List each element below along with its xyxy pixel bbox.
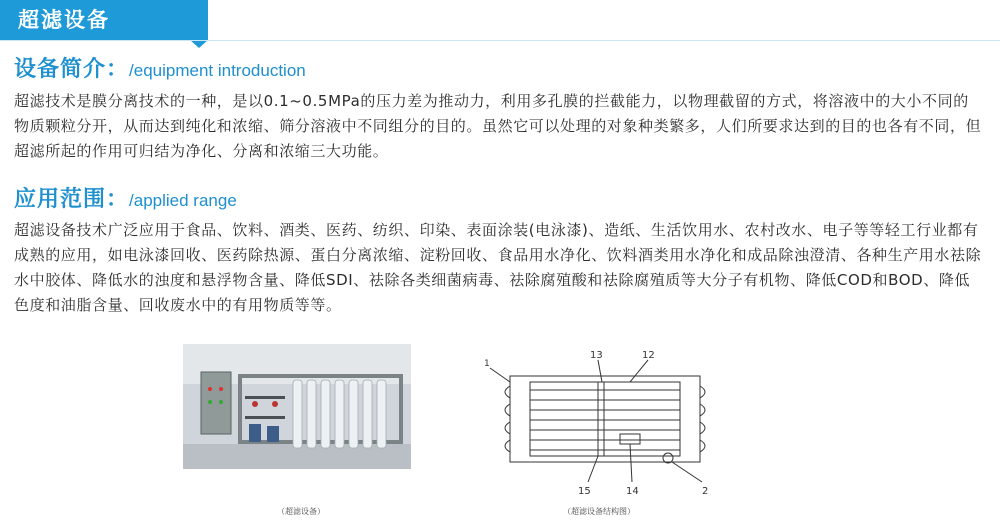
intro-heading-en: /equipment introduction [129,61,306,80]
banner-title: 超滤设备 [18,8,110,32]
structure-diagram [480,342,730,502]
section-banner [0,0,208,40]
diagram-label-12: 12 [642,350,655,361]
intro-heading-zh: 设备简介： [14,57,130,82]
equipment-photo [183,344,411,469]
diagram-label-1: 1 [484,359,490,369]
applications-paragraph: 超滤设备技术广泛应用于食品、饮料、酒类、医药、纺织、印染、表面涂装(电泳漆)、造纸、生活饮用水、农村改水、电子等等轻工行业都有成熟的应用，如电泳漆回收、医药除热源、蛋白分离浓缩、淀粉回收、食品用水净化、饮料酒类用水净化和成品除浊澄清、各种生产用水祛除水中胶体、降低水的浊度和悬浮物含量、降低SDI、祛除各类细菌病毒、祛除腐殖酸和祛除腐殖质等大分子有机物、降低COD和BOD、降低色度和油脂含量、回收废水中的有用物质等等。 [14,221,982,314]
banner-notch [190,40,208,48]
intro-heading [14,52,306,83]
diagram-label-14: 14 [626,486,639,497]
diagram-caption: （超滤设备结构图） [563,507,635,516]
applications-heading-zh: 应用范围： [14,187,130,212]
diagram-label-2: 2 [702,486,709,497]
intro-paragraph: 超滤技术是膜分离技术的一种，是以0.1~0.5MPa的压力差为推动力，利用多孔膜的拦截能力，以物理截留的方式，将溶液中的大小不同的物质颗粒分开，从而达到纯化和浓缩、筛分溶液中不同组分的目的。虽然它可以处理的对象种类繁多，人们所要求达到的目的也各有不同，但超滤所起的作用可归结为净化、分离和浓缩三大功能。 [14,92,982,160]
applications-heading-en: /applied range [129,191,237,210]
divider [0,40,1000,41]
diagram-label-15: 15 [578,486,591,497]
applications-heading [14,182,237,213]
photo-caption: （超滤设备） [277,507,325,516]
diagram-label-13: 13 [590,350,603,361]
